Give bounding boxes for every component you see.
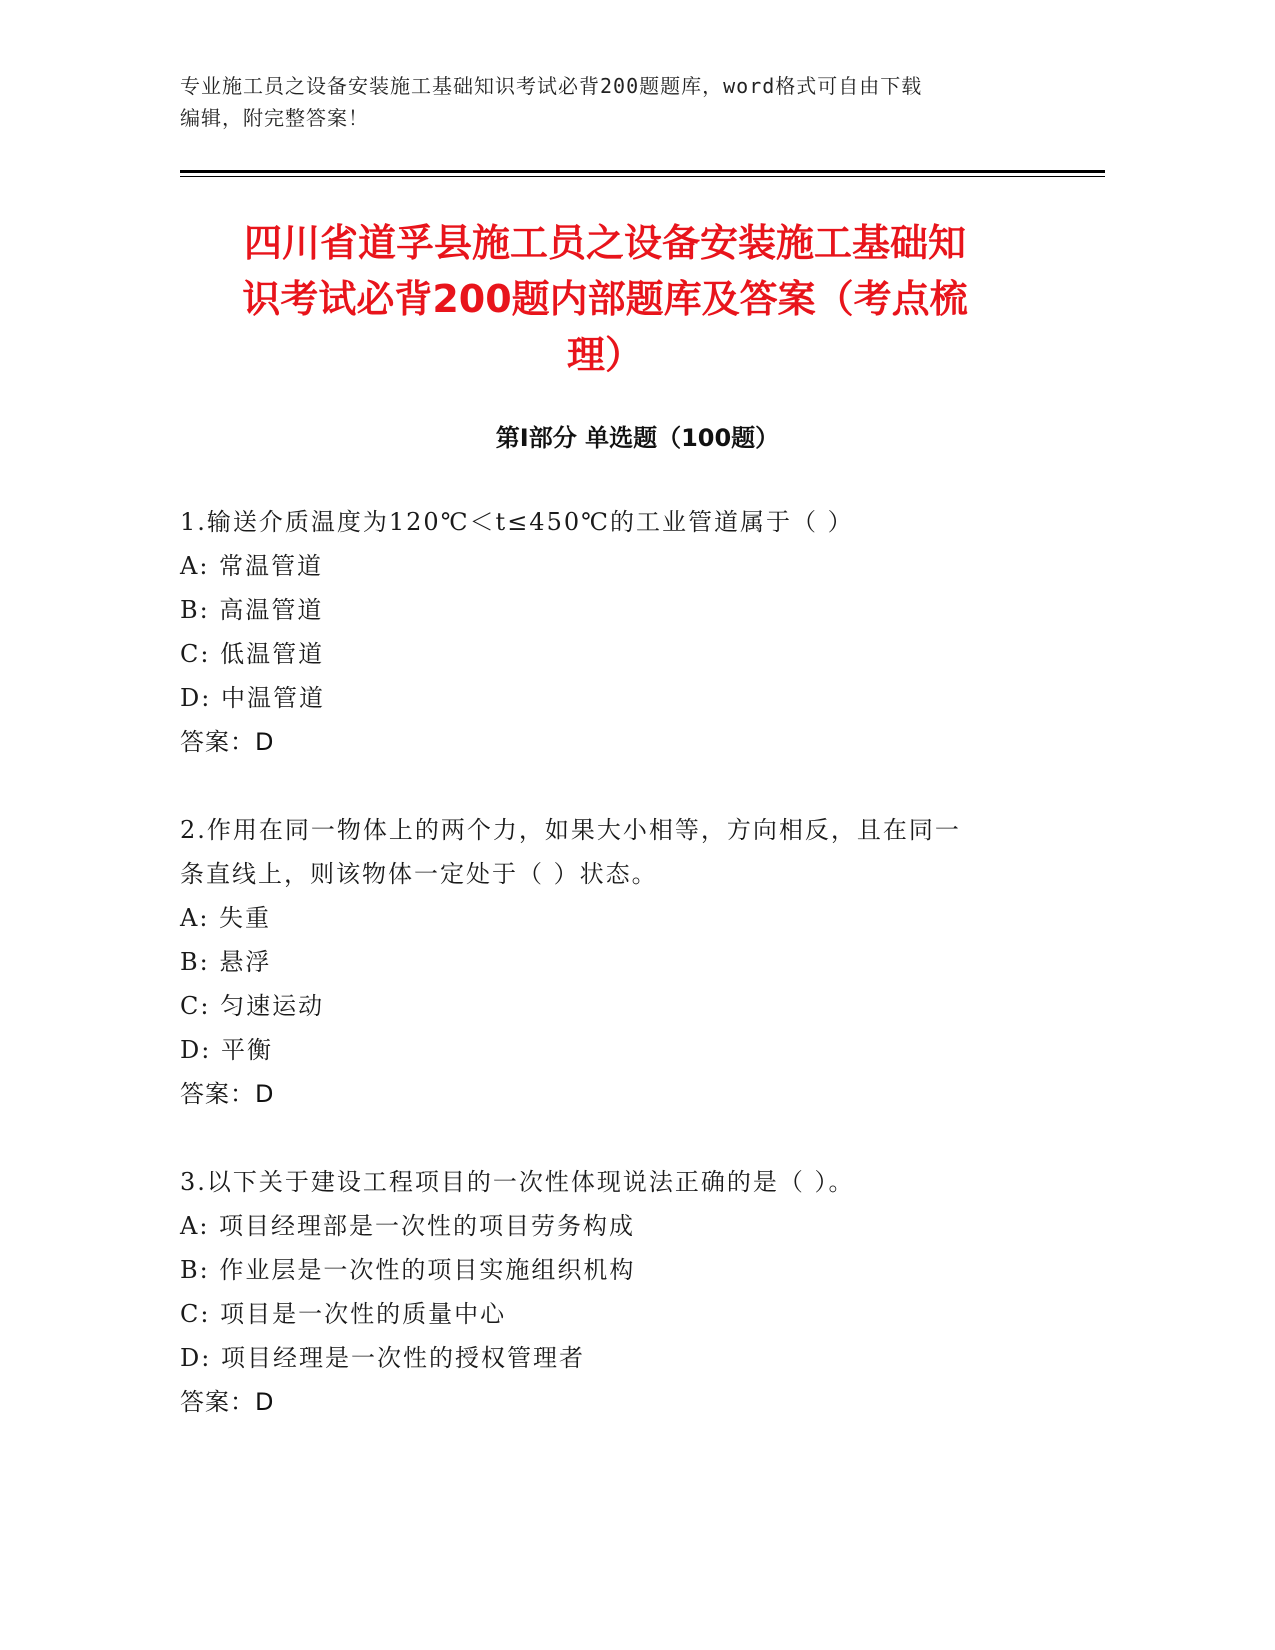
header-note-line: 专业施工员之设备安装施工基础知识考试必背200题题库，word格式可自由下载 [180, 74, 923, 98]
answer-line: 答案：D [180, 1388, 275, 1416]
header-divider-thick [180, 170, 1105, 173]
header-note-line: 编辑，附完整答案！ [180, 106, 369, 130]
header-note [180, 70, 1100, 134]
answer-line: 答案：D [180, 1080, 275, 1108]
option-d: D: 平衡 [180, 1036, 273, 1064]
option-a: A: 失重 [180, 904, 272, 932]
document-title [170, 215, 1040, 383]
option-c: C: 低温管道 [180, 640, 325, 668]
question-stem-line: 条直线上，则该物体一定处于（ ）状态。 [180, 860, 658, 888]
title-line: 识考试必背200题内部题库及答案（考点梳 [242, 277, 968, 321]
header-divider-thin [180, 176, 1105, 177]
question-stem [180, 1160, 1100, 1204]
question-stem [180, 808, 1100, 896]
question-item [180, 1160, 1100, 1424]
question-item [180, 808, 1100, 1116]
option-a: A: 常温管道 [180, 552, 324, 580]
section-heading: 第Ⅰ部分 单选题（100题） [495, 424, 780, 452]
question-item [180, 500, 1100, 764]
question-stem [180, 500, 1100, 544]
title-line: 理） [566, 333, 643, 377]
question-list [180, 500, 1100, 1468]
question-stem-line: 2.作用在同一物体上的两个力，如果大小相等，方向相反，且在同一 [180, 816, 961, 844]
question-stem-line: 3.以下关于建设工程项目的一次性体现说法正确的是（ ）。 [180, 1168, 855, 1196]
option-b: B: 悬浮 [180, 948, 272, 976]
option-d: D: 项目经理是一次性的授权管理者 [180, 1344, 585, 1372]
answer-line: 答案：D [180, 728, 275, 756]
option-c: C: 匀速运动 [180, 992, 325, 1020]
option-c: C: 项目是一次性的质量中心 [180, 1300, 507, 1328]
option-a: A: 项目经理部是一次性的项目劳务构成 [180, 1212, 636, 1240]
question-stem-line: 1.输送介质温度为120℃＜t≤450℃的工业管道属于（ ） [180, 508, 854, 536]
option-d: D: 中温管道 [180, 684, 325, 712]
option-b: B: 高温管道 [180, 596, 324, 624]
title-line: 四川省道孚县施工员之设备安装施工基础知 [243, 221, 966, 265]
option-b: B: 作业层是一次性的项目实施组织机构 [180, 1256, 636, 1284]
